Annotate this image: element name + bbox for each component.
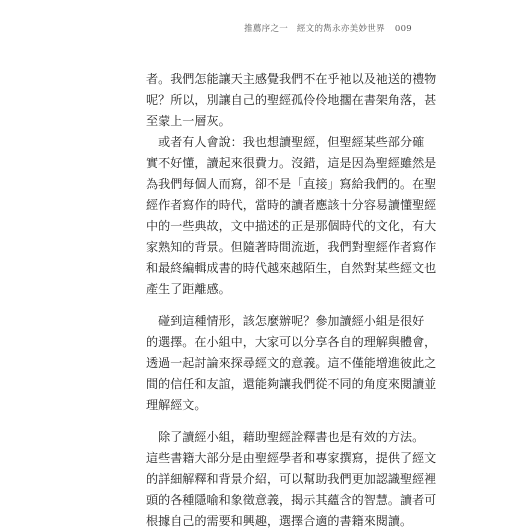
text-line: 頭的各種隱喻和象徵意義，揭示其蘊含的智慧。讀者可	[146, 493, 437, 507]
paragraph-gap	[146, 300, 406, 311]
text-line: 的詳細解釋和背景介紹，可以幫助我們更加認識聖經裡	[146, 472, 437, 486]
paragraph	[146, 69, 437, 132]
paragraph	[146, 132, 437, 300]
running-header-title: 推薦序之一 經文的雋永亦美妙世界	[244, 24, 385, 34]
text-line: 家熟知的背景。但隨著時間流逝，我們對聖經作者寫作	[146, 240, 437, 254]
text-line: 的選擇。在小組中，大家可以分享各自的理解與體會，	[146, 335, 437, 349]
text-line: 根據自己的需要和興趣，選擇合適的書籍來閱讀。	[146, 514, 413, 528]
text-line: 間的信任和友誼，還能夠讓我們從不同的角度來閱讀並	[146, 377, 437, 391]
paragraph-gap	[146, 416, 406, 427]
text-line: 者。我們怎能讓天主感覺我們不在乎祂以及祂送的禮物	[146, 72, 437, 86]
paragraph	[146, 427, 437, 532]
paragraph	[146, 311, 437, 416]
text-line: 這些書籍大部分是由聖經學者和專家撰寫，提供了經文	[146, 451, 437, 465]
text-line: 至蒙上一層灰。	[146, 114, 231, 128]
text-line: 實不好懂，讀起來很費力。沒錯，這是因為聖經雖然是	[146, 156, 437, 170]
page-number: 009	[394, 24, 412, 34]
text-line: 中的一些典故，文中描述的正是那個時代的文化，有大	[146, 219, 437, 233]
text-line: 透過一起討論來探尋經文的意義。這不僅能增進彼此之	[146, 356, 437, 370]
body-text	[146, 69, 437, 532]
text-line: 為我們每個人而寫，卻不是「直接」寫給我們的。在聖	[146, 177, 437, 191]
text-line: 和最終編輯成書的時代越來越陌生，自然對某些經文也	[146, 261, 437, 275]
text-line: 產生了距離感。	[146, 282, 231, 296]
text-line: 經作者寫作的時代，當時的讀者應該十分容易讀懂聖經	[146, 198, 437, 212]
text-line: 呢？所以，別讓自己的聖經孤伶伶地擱在書架角落，甚	[146, 93, 437, 107]
text-line: 除了讀經小組，藉助聖經詮釋書也是有效的方法。	[146, 430, 425, 444]
text-line: 碰到這種情形，該怎麼辦呢？參加讀經小組是很好	[146, 314, 425, 328]
running-header	[244, 22, 412, 34]
text-line: 或者有人會說：我也想讀聖經，但聖經某些部分確	[146, 135, 425, 149]
text-line: 理解經文。	[146, 398, 207, 412]
